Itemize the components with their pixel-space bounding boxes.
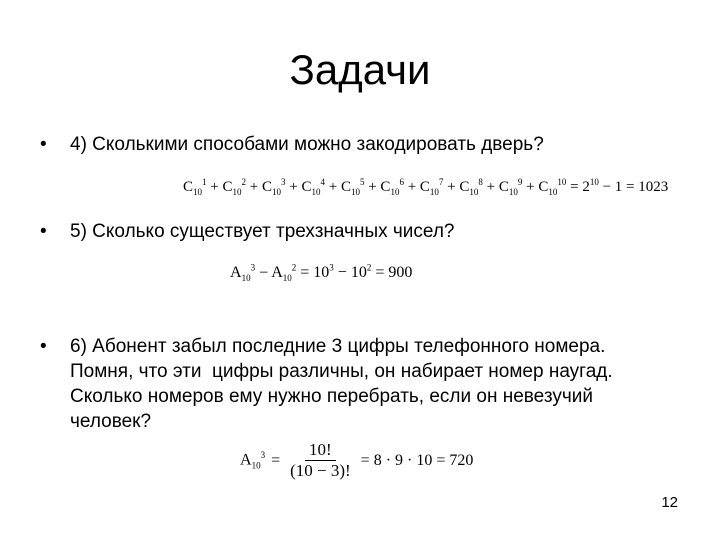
bullet-marker: •	[40, 134, 47, 155]
arrangement-term-1: $A_{10}^3$	[230, 263, 256, 284]
bullet-text: 4) Сколькими способами можно закодировать дверь?	[70, 134, 544, 155]
combination-term-8: $C_{10}^8$	[459, 177, 483, 197]
fraction-numerator: 10!	[305, 440, 336, 461]
combination-term-3: $C_{10}^3$	[261, 177, 286, 197]
slide-title: Задачи	[289, 46, 431, 93]
formula-arrangement-fraction: $A_{10}^3$ = $\frac{10!}{(10 - 3)!}$ = 8 · 9 · 10 = 720	[240, 440, 474, 480]
combination-term-9: $C_{10}^9$	[498, 177, 523, 197]
formula-combination-sum: $C_{10}^1 + C_{10}^2 + C_{10}^3 + C_{10}^4 + C_{10}^5 + C_{10}^6 + C_{10}^7 + C_{10}^8 + C_{10}^9 + C_{10}^{10} = 2^{10} - 1 = 1023$	[183, 177, 669, 197]
bullet-text: 5) Сколько существует трехзначных чисел?	[70, 221, 455, 242]
fraction	[286, 440, 355, 481]
combination-term-1: $C_{10}^1$	[183, 177, 207, 197]
combination-term-5: $C_{10}^5$	[340, 177, 365, 197]
formula-result: = $2^{10} - 1 = 1023$	[570, 177, 669, 195]
bullet-marker: •	[40, 221, 47, 242]
formula-arrangements-difference: $A_{10}^3 - A_{10}^2 = 10^3 - 10^2 = 900$	[230, 263, 413, 284]
combination-term-10: $C_{10}^{10}$	[538, 177, 567, 197]
page-number: 12	[661, 494, 678, 511]
bullet-text: 6) Абонент забыл последние 3 цифры телефонного номера. Помня, что эти цифры различны, он набирает номер наугад. Сколько номеров ему нужно перебрать, если он невезучий человек?	[70, 336, 618, 432]
combination-term-2: $C_{10}^2$	[222, 177, 246, 197]
arrangement-term: $A_{10}^3$	[240, 450, 266, 471]
bullet-marker: •	[40, 336, 47, 357]
formula-result: = 8 · 9 · 10 = 720	[360, 451, 474, 469]
fraction-denominator: (10 − 3)!	[290, 461, 351, 480]
combination-term-4: $C_{10}^4$	[301, 177, 325, 197]
formula-result: = $10^3 - 10^2 = 900$	[296, 263, 413, 282]
combination-term-6: $C_{10}^6$	[380, 177, 404, 197]
combination-term-7: $C_{10}^7$	[419, 177, 444, 197]
arrangement-term-2: $A_{10}^2$	[271, 263, 297, 284]
